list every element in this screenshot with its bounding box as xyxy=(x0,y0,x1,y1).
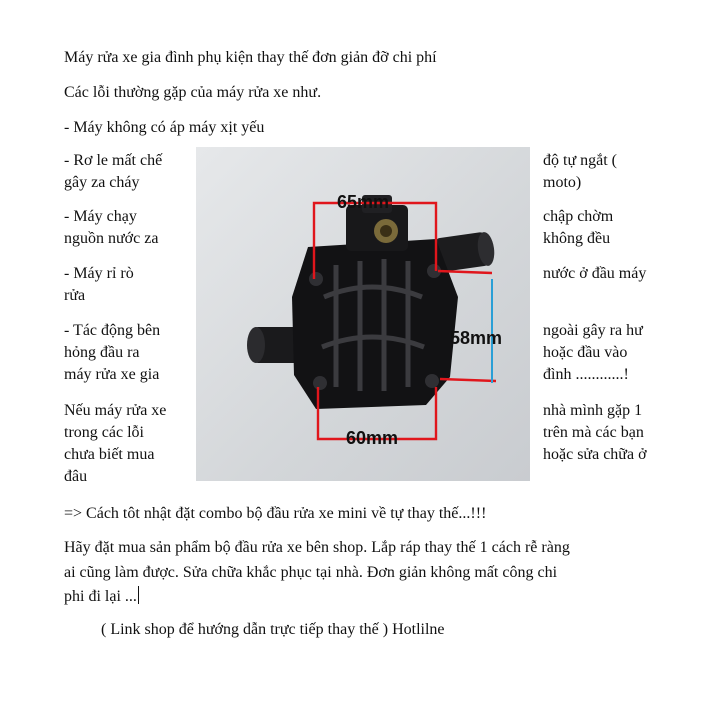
left-text-line: chưa biết mua xyxy=(64,446,155,463)
left-text-line: đâu xyxy=(64,468,88,485)
right-text-line: trên mà các bạn xyxy=(543,424,644,441)
left-text-line: máy rửa xe gia xyxy=(64,366,160,383)
right-text-line: hoặc sửa chữa ở xyxy=(543,446,647,463)
right-text-line: không đều xyxy=(543,230,611,247)
left-text-line: - Máy chạy xyxy=(64,208,137,225)
combo-line: => Cách tôt nhật đặt combo bộ đầu rửa xe mini về tự thay thế...!!! xyxy=(64,505,487,522)
dim-label-right: 58mm xyxy=(450,328,503,348)
left-text-line: gây za cháy xyxy=(64,174,140,191)
title-line: Máy rửa xe gia đình phụ kiện thay thế đơn giản đỡ chi phí xyxy=(64,49,437,66)
right-text-line: độ tự ngắt ( xyxy=(543,152,617,169)
pump-head-photo xyxy=(196,147,530,481)
right-text-line: nhà mình gặp 1 xyxy=(543,402,643,419)
link-line[interactable]: ( Link shop để hướng dẫn trực tiếp thay thế ) Hotlilne xyxy=(101,621,445,638)
promo-line-3-text: phi đi lại ... xyxy=(64,588,137,605)
left-text-line: - Tác động bên xyxy=(64,322,161,339)
right-text-line: đình ............! xyxy=(543,366,629,383)
issue-line-1: - Máy không có áp máy xịt yếu xyxy=(64,119,265,136)
left-text-line: trong các lỗi xyxy=(64,424,144,441)
right-text-line: moto) xyxy=(543,174,582,191)
right-text-line: hoặc đầu vào xyxy=(543,344,628,361)
right-text-line: ngoài gây ra hư xyxy=(543,322,643,339)
dim-label-top: 65mm xyxy=(337,192,390,212)
text-cursor xyxy=(138,586,139,604)
dim-label-bottom: 60mm xyxy=(346,428,399,448)
left-text-line: nguồn nước za xyxy=(64,230,159,247)
left-text-line: rửa xyxy=(64,287,86,304)
intro-line: Các lỗi thường gặp của máy rửa xe như. xyxy=(64,84,322,101)
right-text-line: nước ở đầu máy xyxy=(543,265,647,282)
promo-line-2: ai cũng làm được. Sửa chữa khắc phục tại nhà. Đơn giản không mất công chi xyxy=(64,564,558,581)
promo-line-3 xyxy=(64,586,139,608)
left-text-line: Nếu máy rửa xe xyxy=(64,402,167,419)
dim-right-line-lower xyxy=(440,379,496,381)
promo-line-1: Hãy đặt mua sản phẩm bộ đầu rửa xe bên shop. Lắp ráp thay thế 1 cách rễ ràng xyxy=(64,539,570,556)
left-text-line: - Rơ le mất chế xyxy=(64,152,163,169)
left-text-line: hỏng đầu ra xyxy=(64,344,140,361)
right-text-line: chập chờm xyxy=(543,208,614,225)
left-text-line: - Máy rỉ rò xyxy=(64,265,134,282)
